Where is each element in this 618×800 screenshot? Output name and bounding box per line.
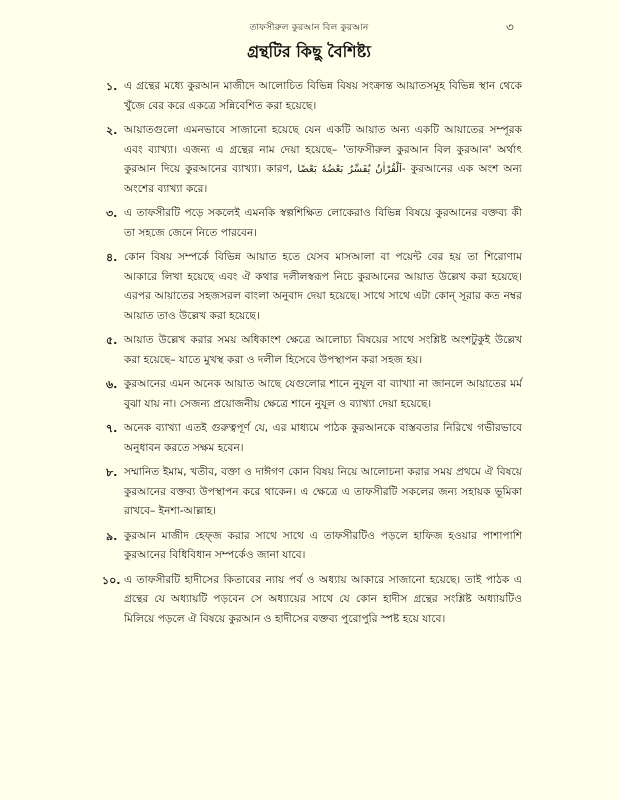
- feature-number: ১০.: [102, 573, 121, 587]
- feature-number: ৫.: [106, 334, 118, 347]
- feature-item-8: [108, 463, 522, 522]
- feature-text: সম্মানিত ইমাম, খতীব, বক্তা ও দাঈগণ কোন বিষয় নিয়ে আলোচনা করার সময় প্রথমে ঐ বিষয়ে কুরআনের বক্তব্য উপস্থাপন করে থাকেন। এ ক্ষেত্রে এ তাফসীরটি সকলের জন্য সহায়ক ভূমিকা রাখবে– ইনশা-আল্লাহ।: [124, 466, 522, 517]
- feature-item-2: [108, 121, 522, 199]
- feature-item-7: [108, 419, 522, 458]
- feature-number: ৮.: [106, 466, 118, 479]
- feature-item-4: [108, 248, 522, 326]
- feature-item-3: [108, 204, 522, 243]
- feature-text-after: - কুরআনের এক অংশ অন্য অংশের ব্যাখ্যা করে।: [124, 163, 523, 195]
- feature-number: ৪.: [106, 251, 118, 264]
- feature-number: ৩.: [106, 207, 118, 220]
- feature-item-10: [102, 571, 522, 630]
- page-title: গ্রন্থটির কিছু বৈশিষ্ট্য: [247, 42, 371, 61]
- feature-number: ৭.: [106, 422, 118, 435]
- feature-text: অনেক ব্যাখ্যা এতই গুরুত্বপূর্ণ যে, এর মাধ্যমে পাঠক কুরআনকে বাস্তবতার নিরিখে গভীরভাবে অনুধাবন করতে সক্ষম হবেন।: [124, 422, 522, 454]
- feature-text: কোন বিষয় সম্পর্কে বিভিন্ন আয়াত হতে যেসব মাসআলা বা পয়েন্ট বের হয় তা শিরোণাম আকারে লিখা হয়েছে এবং ঐ কথার দলীলস্বরূপ নিচে কুরআনের আয়াত উল্লেখ করা হয়েছে। এরপর আয়াতের সহজসরল বাংলা অনুবাদ দেয়া হয়েছে। সাথে সাথে এটা কোন্ সূরার কত নম্বর আয়াত তাও উল্লেখ করা হয়েছে।: [124, 251, 522, 322]
- feature-text: কুরআন মাজীদ হেফ্জ করার সাথে সাথে এ তাফসীরটিও পড়লে হাফিজ হওয়ার পাশাপাশি কুরআনের বিধিবিধান সম্পর্কেও জানা যাবে।: [124, 529, 522, 561]
- running-header: তাফসীরুল কুরআন বিল কুরআন: [249, 23, 369, 33]
- feature-number: ২.: [106, 124, 118, 137]
- feature-item-9: [108, 527, 522, 566]
- feature-text: আয়াত উল্লেখ করার সময় অধিকাংশ ক্ষেত্রে আলোচ্য বিষয়ের সাথে সংশ্লিষ্ট অংশটুকুই উল্লেখ করা হয়েছে– যাতে মুখস্থ করা ও দলীল হিসেবে উপস্থাপন করা সহজ হয়।: [124, 334, 522, 366]
- page-number: ৩: [506, 20, 514, 34]
- feature-text: এ গ্রন্থের মধ্যে কুরআন মাজীদে আলোচিত বিভিন্ন বিষয় সংক্রান্ত আয়াতসমূহ বিভিন্ন স্থান থেকে খুঁজে বের করে একত্রে সন্নিবেশিত করা হয়েছে।: [124, 80, 522, 112]
- arabic-quote: اَلْقُرْاٰنُ يُفَسِّرُ بَعْضُهٗ بَعْضًا: [297, 164, 402, 175]
- feature-text-before: আয়াতগুলো এমনভাবে সাজানো হয়েছে যেন একটি আয়াত অন্য একটি আয়াতের সম্পূরক এবং ব্যাখ্যা। এজন্য এ গ্রন্থের নাম দেয়া হয়েছে– 'তাফসীরুল কুরআন বিল কুরআন' অর্থাৎ কুরআন দিয়ে কুরআনের ব্যাখ্যা। কারণ,: [124, 124, 522, 175]
- feature-text: [124, 121, 522, 199]
- feature-text: এ তাফসীরটি পড়ে সকলেই এমনকি স্বল্পশিক্ষিত লোকেরাও বিভিন্ন বিষয়ে কুরআনের বক্তব্য কী তা সহজে জেনে নিতে পারবেন।: [124, 207, 522, 239]
- feature-number: ১.: [106, 80, 118, 93]
- features-list: [102, 77, 523, 634]
- feature-text: কুরআনের এমন অনেক আয়াত আছে যেগুলোর শানে নুযূল বা ব্যাখ্যা না জানলে আয়াতের মর্ম বুঝা যায় না। সেজন্য প্রয়োজনীয় ক্ষেত্রে শানে নুযূল ও ব্যাখ্যা দেয়া হয়েছে।: [124, 378, 522, 410]
- feature-item-6: [108, 375, 522, 414]
- feature-text: এ তাফসীরটি হাদীসের কিতাবের ন্যায় পর্ব ও অধ্যায় আকারে সাজানো হয়েছে। তাই পাঠক এ গ্রন্থের যে অধ্যায়টি পড়বেন সে অধ্যায়ের সাথে যে কোন হাদীস গ্রন্থের সংশ্লিষ্ট অধ্যায়টিও মিলিয়ে পড়লে ঐ বিষয়ে কুরআন ও হাদীসের বক্তব্য পুরোপুরি স্পষ্ট হয়ে যাবে।: [124, 573, 522, 625]
- feature-number: ৯.: [106, 529, 118, 543]
- feature-item-1: [108, 77, 522, 116]
- feature-item-5: [108, 331, 522, 370]
- feature-number: ৬.: [106, 378, 118, 391]
